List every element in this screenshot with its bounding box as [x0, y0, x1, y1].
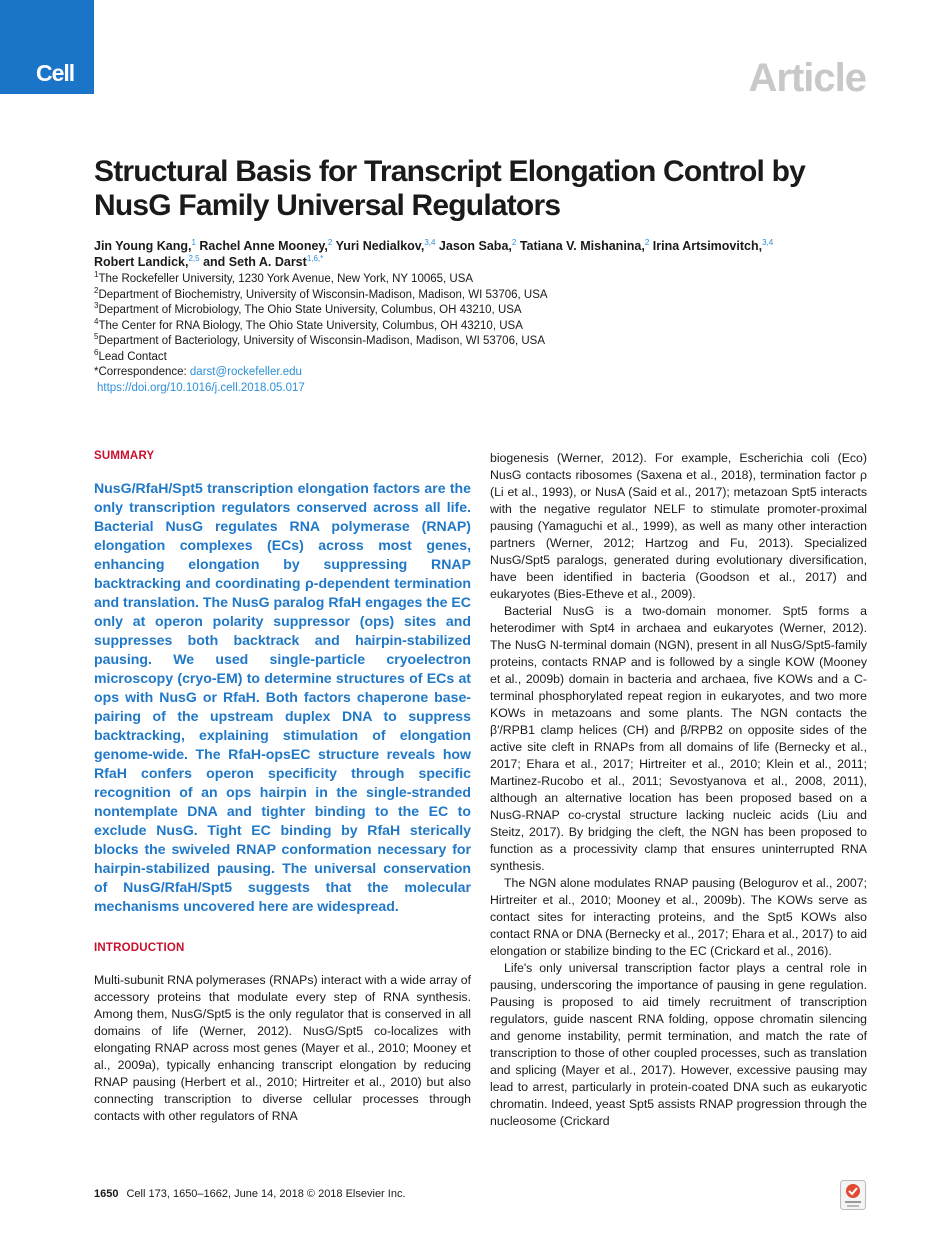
cell-logo — [0, 0, 94, 94]
author: Yuri Nedialkov, — [335, 239, 425, 253]
affiliation-number: 3 — [94, 301, 99, 311]
affiliation — [94, 303, 874, 319]
paper-title: Structural Basis for Transcript Elongation Control by NusG Family Universal Regulators — [94, 155, 806, 222]
author: and Seth A. Darst — [203, 255, 307, 269]
author-affil-ref[interactable]: 3,4 — [424, 237, 436, 247]
author: Tatiana V. Mishanina, — [519, 239, 645, 253]
author-list — [94, 238, 874, 270]
affiliation-number: 5 — [94, 332, 99, 342]
author-affil-ref[interactable]: 1 — [191, 237, 196, 247]
affiliations — [94, 272, 874, 396]
body-paragraph: Bacterial NusG is a two-domain monomer. Spt5 forms a heterodimer with Spt4 in archaea and eukaryotes (Werner, 2012). The NusG N-terminal domain (NGN), present in all NusG/Spt5-family proteins, contacts RNAP and is followed by a single KOW (Mooney et al., 2009b) domain in bacteria and archaea, five KOWs and a C-terminal phosphorylated repeat region in eukaryotes, and two more KOWs in metazoans and some plants. The NGN contacts the β′/RPB1 clamp helices (CH) and β/RPB2 on opposite sides of the active site cleft in RNAPs from all domains of life (Bernecky et al., 2017; Ehara et al., 2017; Hirtreiter et al., 2010; Klein et al., 2011; Martinez-Rucobo et al., 2011; Sevostyanova et al., 2008, 2011), although an alternative location has been proposed based on a NusG-RNAP co-crystal structure lacking nucleic acids (Liu and Steitz, 2017). By bridging the cleft, the NGN has been proposed to function as a processivity clamp that ensures uninterrupted RNA synthesis. — [490, 604, 867, 873]
introduction-paragraph: Multi-subunit RNA polymerases (RNAPs) interact with a wide array of accessory proteins that modulate every step of RNA synthesis. Among them, NusG/Spt5 is the only regulator that is conserved in all domains of life (Werner, 2012). NusG/Spt5 co-localizes with elongating RNAP across most genes (Mayer et al., 2010; Mooney et al., 2009a), typically enhancing transcript elongation by reducing RNAP pausing (Herbert et al., 2010; Hirtreiter et al., 2010) but also connecting transcription to diverse cellular processes through contacts with other regulators of RNA — [94, 973, 471, 1123]
affiliation-number: 4 — [94, 316, 99, 326]
right-column — [490, 450, 867, 1130]
affiliation-number: 6 — [94, 347, 99, 357]
author-affil-ref[interactable]: 2 — [327, 237, 333, 247]
body-paragraph: biogenesis (Werner, 2012). For example, Escherichia coli (Eco) NusG contacts ribosomes (Saxena et al., 2018), termination factor ρ (Li et al., 1993), or NusA (Said et al., 2017); metazoan Spt5 interacts with the negative regulator NELF to stimulate promoter-proximal pausing (Yamaguchi et al., 1999), as well as many other interaction partners (Werner, 2012; Hartzog and Fu, 2013). Specialized NusG/Spt5 paralogs, generated during evolutionary diversification, have been identified in bacteria (Goodson et al., 2017) and eukaryotes (Bies-Etheve et al., 2009). — [490, 451, 867, 601]
correspondence — [94, 365, 874, 381]
check-for-updates-icon[interactable] — [840, 1180, 866, 1210]
affiliation — [94, 347, 874, 366]
affiliation-text: Department of Biochemistry, University of Wisconsin-Madison, Madison, WI 53706, USA — [98, 288, 548, 301]
author-affil-ref[interactable]: 2 — [511, 237, 517, 247]
author: Robert Landick, — [94, 255, 189, 269]
journal-citation: Cell 173, 1650–1662, June 14, 2018 © 2018 Elsevier Inc. — [126, 1188, 406, 1200]
affiliation-number: 2 — [94, 285, 99, 295]
correspondence-label: *Correspondence: — [94, 366, 190, 378]
affiliation — [94, 272, 874, 288]
affiliation-text: Lead Contact — [98, 350, 167, 363]
affiliation-text: The Rockefeller University, 1230 York Avenue, New York, NY 10065, USA — [98, 273, 474, 285]
article-type-label: Article — [748, 56, 866, 100]
author-affil-ref[interactable]: 1,6,* — [306, 253, 324, 263]
crossmark-icon — [840, 1180, 866, 1210]
author-affil-ref[interactable]: 2,5 — [188, 253, 200, 263]
summary-heading: SUMMARY — [94, 450, 155, 462]
affiliation — [94, 316, 874, 335]
correspondence-email-link[interactable]: darst@rockefeller.edu — [189, 366, 302, 378]
doi-link[interactable]: https://doi.org/10.1016/j.cell.2018.05.017 — [97, 381, 305, 394]
author-affil-ref[interactable]: 2 — [644, 237, 650, 247]
author: Irina Artsimovitch, — [652, 239, 763, 253]
author: Jason Saba, — [438, 239, 512, 253]
author-affil-ref[interactable]: 3,4 — [762, 237, 774, 247]
affiliation-number: 1 — [94, 270, 99, 280]
body-paragraph: The NGN alone modulates RNAP pausing (Belogurov et al., 2007; Hirtreiter et al., 2010; Mooney et al., 2009b). The KOWs serve as contact sites for interacting proteins, and the Spt5 KOWs also contact RNA or DNA (Bernecky et al., 2017; Ehara et al., 2017) to aid elongation or stabilize binding to the EC (Crickard et al., 2016). — [490, 876, 867, 958]
affiliation — [94, 334, 874, 350]
cell-logo-text: Cell — [36, 60, 75, 86]
doi — [94, 381, 874, 397]
affiliation-text: The Center for RNA Biology, The Ohio State University, Columbus, OH 43210, USA — [98, 319, 523, 332]
affiliation-text: Department of Microbiology, The Ohio State University, Columbus, OH 43210, USA — [98, 304, 522, 316]
left-column — [94, 450, 471, 1125]
introduction-heading: INTRODUCTION — [94, 942, 185, 954]
author: Rachel Anne Mooney, — [199, 239, 328, 253]
affiliation-text: Department of Bacteriology, University of Wisconsin-Madison, Madison, WI 53706, USA — [98, 335, 546, 347]
affiliation — [94, 285, 874, 304]
page-number: 1650 — [94, 1188, 119, 1200]
body-paragraph: Life's only universal transcription factor plays a central role in pausing, underscoring the importance of pausing in gene regulation. Pausing is proposed to aid timely recruitment of transcription regulators, guide nascent RNA folding, oppose chromatin silencing and genome instability, permit termination, and match the rate of transcription to those of other coupled processes, such as translation and splicing (Mayer et al., 2017). However, excessive pausing may lead to arrest, particularly in protein-coated DNA such as eukaryotic chromatin. Indeed, yeast Spt5 assists RNAP progression through the nucleosome (Crickard — [490, 961, 867, 1128]
author: Jin Young Kang, — [94, 239, 192, 253]
summary-text: NusG/RfaH/Spt5 transcription elongation factors are the only transcription regulators conserved across all life. Bacterial NusG regulates RNA polymerase (RNAP) elongation complexes (ECs) across most genes, enhancing elongation by suppressing RNAP backtracking and coordinating ρ-dependent termination and translation. The NusG paralog RfaH engages the EC only at operon polarity suppressor (ops) sites and suppresses both backtrack and hairpin-stabilized pausing. We used single-particle cryoelectron microscopy (cryo-EM) to determine structures of ECs at ops with NusG or RfaH. Both factors chaperone base-pairing of the upstream duplex DNA to suppress backtracking, explaining stimulation of elongation genome-wide. The RfaH-opsEC structure reveals how RfaH confers operon specificity through specific recognition of an ops hairpin in the single-stranded nontemplate DNA and tighter binding to the EC to exclude NusG. Tight EC binding by RfaH sterically blocks the swiveled RNAP conformation necessary for hairpin-stabilized pausing. The universal conservation of NusG/RfaH/Spt5 suggests that the molecular mechanisms uncovered here are widespread. — [94, 480, 471, 914]
page-footer — [94, 1188, 406, 1200]
